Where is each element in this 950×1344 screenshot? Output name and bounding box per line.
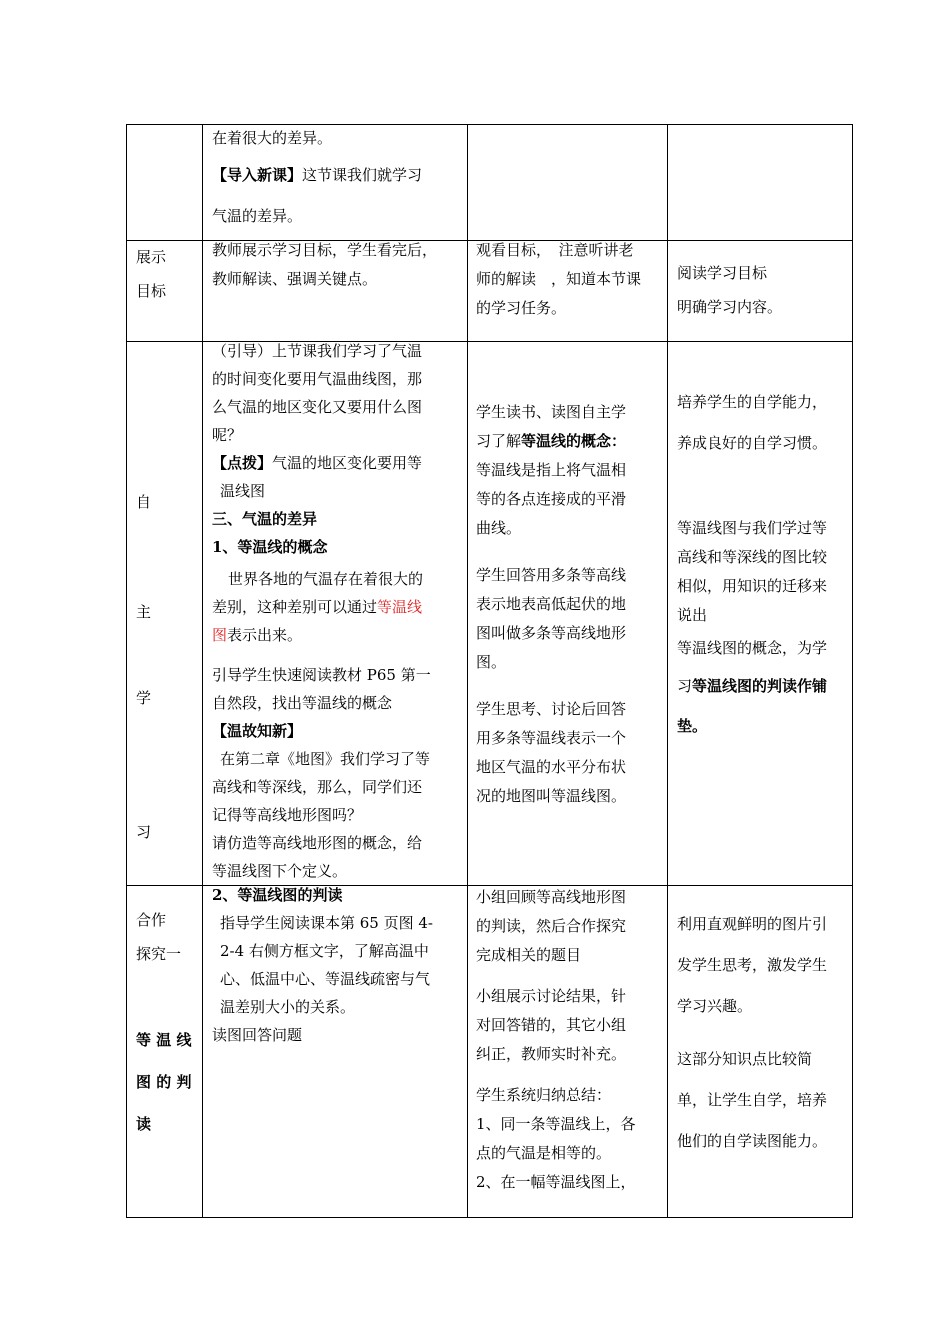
coop-i1-line-2: 发学生思考，激发学生 — [677, 956, 828, 974]
review-line-3: 记得等高线地形图吗？ — [212, 806, 363, 824]
s1-line-3: 等温线是指上将气温相 — [476, 461, 627, 479]
review-title: 【温故知新】 — [212, 722, 303, 740]
coop-student-cell — [476, 883, 664, 1197]
i1-line-1: 培养学生的自学能力， — [677, 393, 828, 411]
coop-intent-cell — [677, 904, 849, 1162]
intro-line-3: 气温的差异。 — [212, 207, 303, 225]
review-line-5: 等温线图下个定义。 — [212, 862, 348, 880]
table-border-left — [126, 124, 127, 1218]
goal-stage-line-1: 展示 — [136, 248, 167, 266]
coop-s1-line-1: 小组回顾等高线地形图 — [476, 888, 627, 906]
hint-line-1: 【点拨】气温的地区变化要用等 — [212, 454, 423, 472]
coop-stage-cell — [136, 903, 198, 1145]
review-line-4: 请仿造等高线地形图的概念，给 — [212, 834, 423, 852]
para-line-2: 差别，这种差别可以通过等温线 — [212, 598, 423, 616]
coop-teacher-line-2: 2-4 右侧方框文字，了解高温中 — [220, 942, 429, 960]
coop-i1-line-3: 学习兴趣。 — [677, 997, 753, 1015]
goal-student-line-1: 观看目标， 注意听讲老 — [476, 241, 634, 259]
coop-stage-line-1: 合作 — [136, 911, 167, 929]
s3-line-2: 用多条等温线表示一个 — [476, 729, 627, 747]
goal-teacher-cell — [212, 236, 467, 294]
read-line-2: 自然段，找出等温线的概念 — [212, 694, 393, 712]
coop-teacher-last: 读图回答问题 — [212, 1026, 303, 1044]
self-intent-cell — [677, 382, 849, 746]
s1-line-5: 曲线。 — [476, 519, 522, 537]
self-teacher-cell — [212, 337, 464, 885]
s2-line-3: 图叫做多条等高线地形 — [476, 624, 627, 642]
i1-line-2: 养成良好的自学习惯。 — [677, 434, 828, 452]
coop-i2-line-3: 他们的自学读图能力。 — [677, 1132, 828, 1150]
i3-line-1: 习等温线图的判读作铺 — [677, 677, 828, 695]
coop-s2-line-3: 纠正，教师实时补充。 — [476, 1045, 627, 1063]
coop-teacher-line-4: 温差别大小的关系。 — [220, 998, 356, 1016]
s1-line-1: 学生读书、读图自主学 — [476, 403, 627, 421]
coop-s3-line-3: 点的气温是相等的。 — [476, 1144, 612, 1162]
s3-line-3: 地区气温的水平分布状 — [476, 758, 627, 776]
coop-s2-line-1: 小组展示讨论结果，针 — [476, 987, 627, 1005]
self-stage-3: 学 — [136, 689, 152, 707]
intro-line-2: 【导入新课】这节课我们就学习 — [212, 166, 423, 184]
coop-i2-line-2: 单，让学生自学，培养 — [677, 1091, 828, 1109]
i2-line-4: 说出 — [677, 606, 708, 624]
coop-i1-line-1: 利用直观鲜明的图片引 — [677, 915, 828, 933]
i2-line-3: 相似，用知识的迁移来 — [677, 577, 828, 595]
coop-i2-line-1: 这部分知识点比较简 — [677, 1050, 813, 1068]
intro-line-1: 在着很大的差异。 — [212, 129, 333, 147]
goal-stage-line-2: 目标 — [136, 282, 167, 300]
coop-stage-bold-2: 图 的 判 — [136, 1073, 192, 1091]
coop-s3-line-4: 2、在一幅等温线图上， — [476, 1173, 636, 1191]
coop-teacher-cell — [212, 881, 466, 1049]
s3-line-1: 学生思考、讨论后回答 — [476, 700, 627, 718]
review-line-2: 高线和等深线，那么，同学们还 — [212, 778, 423, 796]
s1-line-2: 习了解等温线的概念： — [476, 432, 627, 450]
s2-line-2: 表示地表高低起伏的地 — [476, 595, 627, 613]
coop-s2-line-2: 对回答错的，其它小组 — [476, 1016, 627, 1034]
section-1-heading: 1、等温线的概念 — [212, 538, 328, 556]
coop-s3-line-1: 学生系统归纳总结： — [476, 1086, 612, 1104]
guide-line-4: 呢？ — [212, 426, 243, 444]
self-student-cell — [476, 398, 664, 811]
goal-intent-line-2: 明确学习内容。 — [677, 298, 783, 316]
s3-line-4: 况的地图叫等温线图。 — [476, 787, 627, 805]
self-stage-2: 主 — [136, 603, 152, 621]
para-line-3: 图表示出来。 — [212, 626, 303, 644]
goal-teacher-line-1: 教师展示学习目标，学生看完后， — [212, 241, 438, 259]
s2-line-4: 图。 — [476, 653, 507, 671]
goal-student-line-3: 的学习任务。 — [476, 299, 567, 317]
coop-s3-line-2: 1、同一条等温线上，各 — [476, 1115, 636, 1133]
column-divider-1 — [202, 124, 203, 1218]
coop-teacher-line-1: 指导学生阅读课本第 65 页图 4- — [220, 914, 434, 932]
goal-intent-cell — [677, 256, 849, 324]
i3-line-2: 垫。 — [677, 717, 708, 735]
coop-stage-bold-1: 等 温 线 — [136, 1031, 192, 1049]
guide-line-1: （引导）上节课我们学习了气温 — [212, 342, 423, 360]
section-3-heading: 三、气温的差异 — [212, 510, 318, 528]
coop-s1-line-2: 的判读，然后合作探究 — [476, 917, 627, 935]
i2-line-5: 等温线图的概念，为学 — [677, 639, 828, 657]
goal-student-line-2: 师的解读 ，知道本节课 — [476, 270, 642, 288]
coop-teacher-title: 2、等温线图的判读 — [212, 886, 343, 904]
table-border-bottom — [126, 1217, 853, 1218]
column-divider-2 — [467, 124, 468, 1218]
coop-stage-bold-3: 读 — [136, 1115, 152, 1133]
goal-intent-line-1: 阅读学习目标 — [677, 264, 768, 282]
read-line-1: 引导学生快速阅读教材 P65 第一 — [212, 666, 431, 684]
guide-line-3: 么气温的地区变化又要用什么图 — [212, 398, 423, 416]
coop-stage-line-2: 探究一 — [136, 945, 182, 963]
goal-stage-cell — [136, 240, 198, 308]
hint-line-2: 温线图 — [220, 482, 266, 500]
s1-line-4: 等的各点连接成的平滑 — [476, 490, 627, 508]
s2-line-1: 学生回答用多条等高线 — [476, 566, 627, 584]
review-line-1: 在第二章《地图》我们学习了等 — [220, 750, 431, 768]
coop-s1-line-3: 完成相关的题目 — [476, 946, 582, 964]
para-line-1: 世界各地的气温存在着很大的 — [228, 570, 424, 588]
guide-line-2: 的时间变化要用气温曲线图，那 — [212, 370, 423, 388]
self-stage-4: 习 — [136, 823, 152, 841]
i2-line-2: 高线和等深线的图比较 — [677, 548, 828, 566]
goal-teacher-line-2: 教师解读、强调关键点。 — [212, 270, 378, 288]
table-border-right — [852, 124, 853, 1218]
intro-teacher-cell — [212, 124, 462, 231]
column-divider-3 — [667, 124, 668, 1218]
i2-line-1: 等温线图与我们学过等 — [677, 519, 828, 537]
coop-teacher-line-3: 心、低温中心、等温线疏密与气 — [220, 970, 431, 988]
self-stage-1: 自 — [136, 493, 152, 511]
goal-student-cell — [476, 236, 664, 323]
